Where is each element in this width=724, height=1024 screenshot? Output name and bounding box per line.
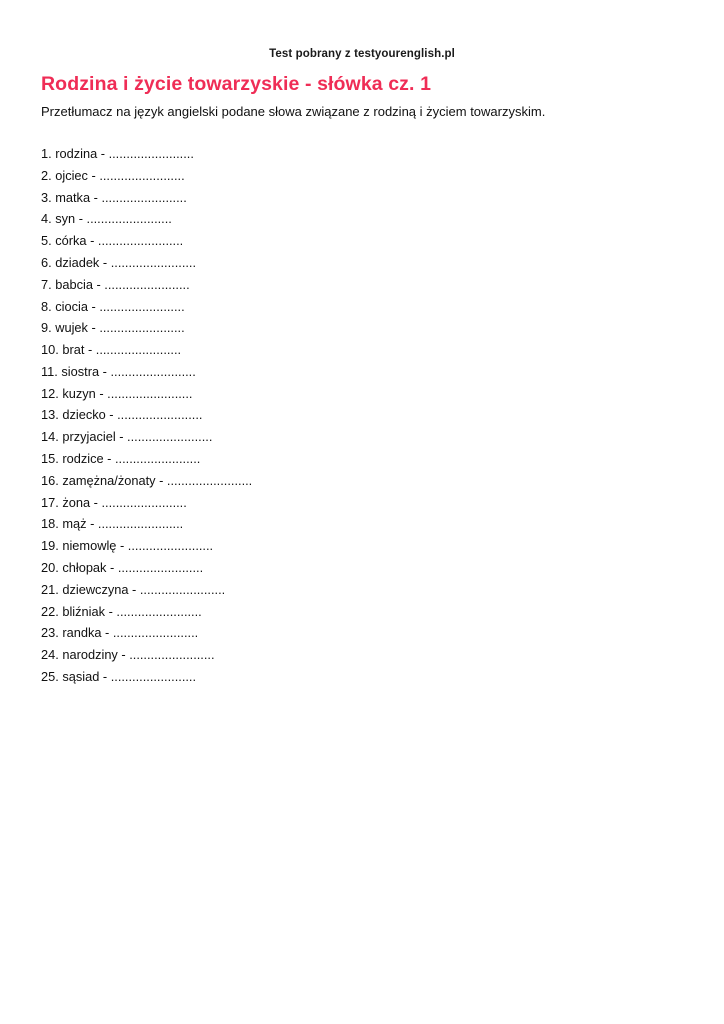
- list-item: 16. zamężna/żonaty - ........................: [41, 472, 253, 488]
- list-item: 2. ojciec - ........................: [41, 167, 185, 183]
- list-item: 11. siostra - ........................: [41, 363, 196, 379]
- list-item: 7. babcia - ........................: [41, 276, 190, 292]
- list-item: 13. dziecko - ........................: [41, 407, 203, 423]
- list-item: 22. bliźniak - ........................: [41, 603, 202, 619]
- page-title: Rodzina i życie towarzyskie - słówka cz. 1: [41, 73, 432, 95]
- source-note: Test pobrany z testyourenglish.pl: [269, 48, 455, 60]
- list-item: 20. chłopak - ........................: [41, 560, 204, 576]
- vocabulary-list: [41, 143, 681, 688]
- list-item: 21. dziewczyna - ........................: [41, 581, 226, 597]
- list-item: 3. matka - ........................: [41, 189, 187, 205]
- list-item: 23. randka - ........................: [41, 625, 199, 641]
- list-item: 25. sąsiad - ........................: [41, 669, 197, 685]
- list-item: 9. wujek - ........................: [41, 320, 185, 336]
- list-item: 18. mąż - ........................: [41, 516, 184, 532]
- list-item: 8. ciocia - ........................: [41, 298, 185, 314]
- list-item: 10. brat - ........................: [41, 342, 182, 358]
- list-item: 4. syn - ........................: [41, 211, 172, 227]
- list-item: 1. rodzina - ........................: [41, 145, 194, 161]
- instruction-text: Przetłumacz na język angielski podane słowa związane z rodziną i życiem towarzyskim.: [41, 104, 546, 120]
- list-item: 5. córka - ........................: [41, 233, 184, 249]
- list-item: 12. kuzyn - ........................: [41, 385, 193, 401]
- list-item: 6. dziadek - ........................: [41, 254, 197, 270]
- document-body: [41, 72, 681, 688]
- list-item: 17. żona - ........................: [41, 494, 187, 510]
- list-item: 14. przyjaciel - ........................: [41, 429, 213, 445]
- list-item: 15. rodzice - ........................: [41, 451, 201, 467]
- list-item: 24. narodziny - ........................: [41, 647, 215, 663]
- list-item: 19. niemowlę - ........................: [41, 538, 214, 554]
